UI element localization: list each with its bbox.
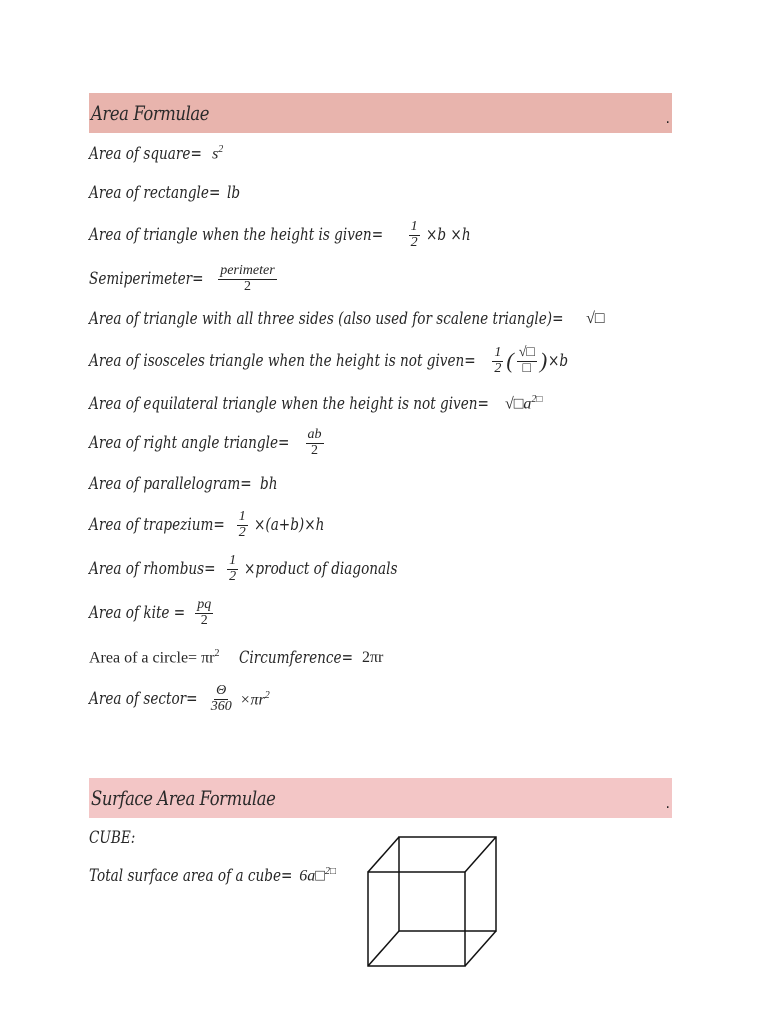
header-dot: . — [665, 111, 670, 127]
formula-label: Area of triangle with all three sides (also used for scalene triangle)= — [89, 309, 564, 329]
fraction-numerator: 1 — [229, 553, 237, 568]
fraction — [237, 510, 248, 540]
cube-surface-formula — [89, 866, 336, 886]
sector-formula — [89, 684, 270, 714]
formula-label: Area of parallelogram= — [89, 474, 252, 494]
fraction — [218, 264, 276, 294]
semiperimeter-formula — [89, 264, 279, 294]
circle-exponent: 2 — [214, 648, 220, 660]
fraction-numerator: 1 — [494, 345, 502, 360]
fraction-denominator: 2 — [410, 234, 418, 250]
equilateral-formula — [89, 394, 542, 414]
fraction — [227, 554, 238, 584]
fraction-denominator: 2 — [229, 568, 237, 584]
fraction — [492, 346, 503, 376]
cube-edge — [465, 931, 496, 966]
parallelogram-formula — [89, 474, 282, 494]
surface-area-header — [89, 778, 672, 818]
fraction-denominator: 2 — [494, 360, 502, 376]
triangle-three-sides-formula — [89, 309, 605, 329]
cube-back-face — [399, 837, 496, 931]
expr-exponent: 2□ — [531, 394, 543, 406]
fraction-numerator: pq — [197, 597, 212, 612]
formula-expr: √□ — [586, 310, 605, 327]
formula-label: Area of trapezium= — [89, 515, 225, 536]
fraction-denominator: □ — [522, 360, 531, 376]
circumference-expr: 2πr — [361, 649, 384, 666]
formula-expr — [299, 866, 336, 885]
triangle-height-formula — [89, 220, 481, 250]
section-title: Area Formulae — [91, 101, 210, 125]
expr-base: s — [212, 145, 219, 163]
isosceles-formula — [89, 346, 573, 376]
fraction-denominator: 2 — [200, 612, 208, 628]
fraction — [306, 428, 324, 458]
fraction-numerator: Θ — [216, 683, 227, 698]
cube-edge — [465, 837, 496, 872]
expr-base: 6a□ — [299, 867, 325, 885]
formula-label: Area of square= — [89, 144, 202, 164]
circumference-label: Circumference= — [239, 648, 354, 668]
trapezium-formula — [89, 510, 342, 540]
formula-label: Area of right angle triangle= — [89, 433, 290, 454]
close-paren: ) — [539, 348, 548, 374]
formula-tail: ×(a+b)×h — [253, 515, 325, 536]
formula-expr — [212, 144, 223, 163]
formula-tail: ×b — [548, 351, 569, 372]
formula-label: Area of isosceles triangle when the height is not given= — [89, 351, 476, 372]
formula-tail: ×b ×h — [425, 225, 471, 246]
expr-base: √□a — [504, 395, 532, 413]
rectangle-formula — [89, 183, 244, 203]
header-dot: . — [665, 796, 670, 812]
open-paren: ( — [506, 348, 514, 374]
cube-heading — [89, 828, 147, 848]
expr-exponent: 2 — [218, 144, 224, 156]
cube-front-face — [368, 872, 465, 966]
tail-base: ×πr — [239, 690, 265, 708]
cube-wireframe-icon — [365, 835, 501, 971]
formula-expr: bh — [260, 474, 278, 494]
square-formula — [89, 144, 223, 164]
kite-formula — [89, 598, 215, 628]
cube-edge — [368, 837, 399, 872]
formula-expr: lb — [227, 183, 241, 203]
right-angle-formula — [89, 428, 326, 458]
fraction-numerator: ab — [307, 427, 322, 442]
formula-label: Area of rhombus= — [89, 559, 216, 580]
fraction — [409, 220, 420, 250]
fraction — [209, 684, 234, 714]
circle-label: Area of a circle= πr — [89, 649, 215, 667]
cube-heading-text: CUBE: — [89, 828, 136, 848]
formula-label: Area of rectangle= — [89, 183, 221, 203]
formula-expr — [505, 394, 543, 413]
formula-label: Area of sector= — [89, 689, 198, 710]
cube-edge — [368, 931, 399, 966]
circle-formula — [89, 648, 383, 668]
formula-label: Area of kite = — [89, 603, 186, 624]
formula-label: Total surface area of a cube= — [89, 866, 293, 886]
area-formulae-header — [89, 93, 672, 133]
formula-label: Area of equilateral triangle when the height is not given= — [89, 394, 489, 414]
section-title: Surface Area Formulae — [91, 786, 276, 810]
inner-fraction — [517, 346, 537, 376]
formula-label: Semiperimeter= — [89, 269, 204, 290]
fraction — [195, 598, 213, 628]
fraction-numerator: perimeter — [220, 263, 275, 278]
formula-tail: ×product of diagonals — [244, 559, 398, 580]
fraction-numerator: 1 — [238, 509, 246, 524]
formula-tail — [240, 690, 270, 709]
fraction-numerator: √□ — [518, 345, 535, 360]
fraction-denominator: 360 — [210, 698, 232, 714]
expr-exponent: 2□ — [324, 866, 336, 878]
fraction-denominator: 2 — [243, 278, 251, 294]
fraction-denominator: 2 — [238, 524, 246, 540]
fraction-denominator: 2 — [311, 442, 319, 458]
fraction-numerator: 1 — [410, 219, 418, 234]
circle-area — [89, 648, 219, 667]
tail-exponent: 2 — [264, 689, 270, 701]
rhombus-formula — [89, 554, 436, 584]
formula-label: Area of triangle when the height is given= — [89, 225, 384, 246]
